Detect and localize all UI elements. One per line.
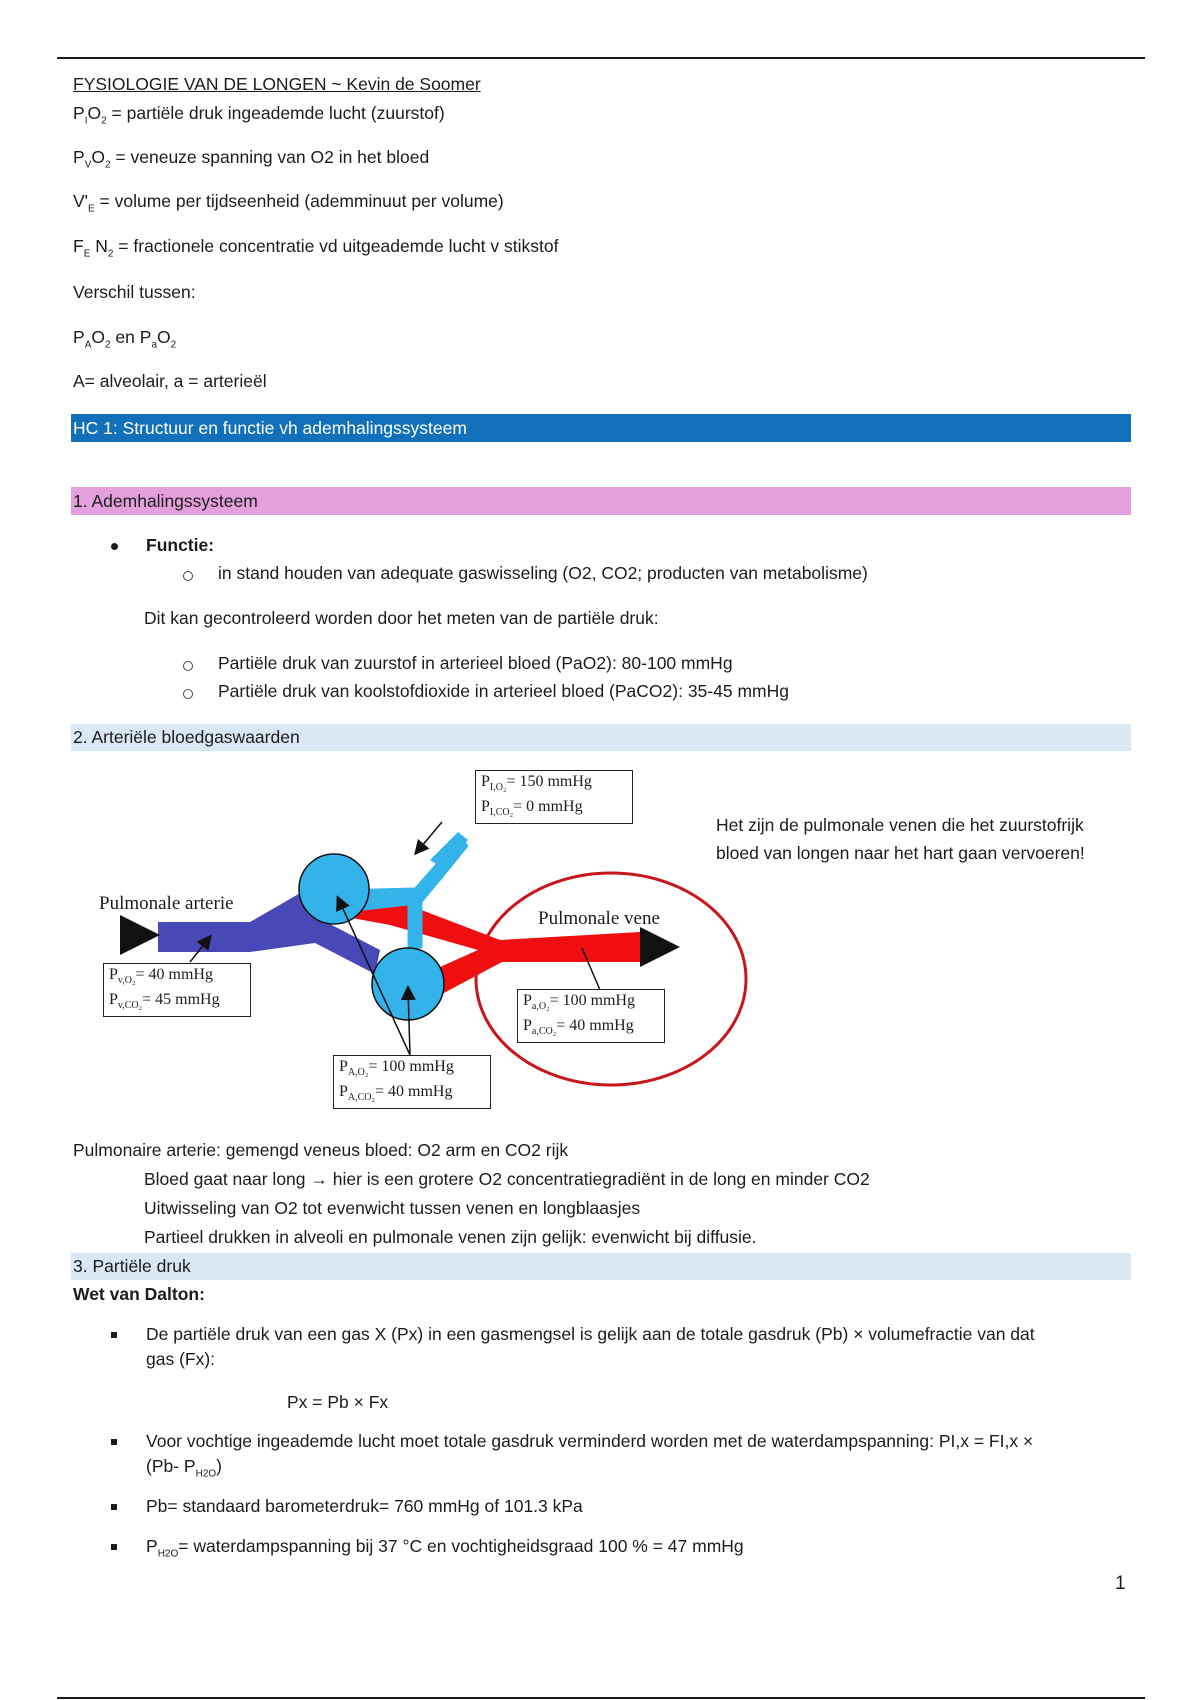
side-note-line1: Het zijn de pulmonale venen die het zuurstofrijk — [716, 815, 1084, 835]
function-label: Functie: — [146, 535, 215, 555]
difference-pair: $P_AO_2$ en $P_aO_2$ — [73, 327, 177, 351]
top-rule — [57, 57, 1145, 59]
square-bullet — [111, 1504, 117, 1510]
inspired-pointer — [416, 822, 442, 853]
bottom-rule — [57, 1697, 1145, 1699]
label-pulmonary-vein: Pulmonale vene — [538, 908, 660, 929]
arterial-values-box — [517, 989, 665, 1043]
humid-air-line2: (Pb- $P_{H2O}$) — [146, 1456, 222, 1480]
section1-heading: 1. Ademhalingssysteem — [71, 487, 1131, 515]
paco2-value: Partiële druk van koolstofdioxide in arterieel bloed (PaCO2): 35-45 mmHg — [218, 681, 789, 701]
paragraph-head: Pulmonaire arterie: gemengd veneus bloed: O2 arm en CO2 rijk — [73, 1140, 569, 1160]
dalton-bullet-line1: De partiële druk van een gas X (Px) in een gasmengsel is gelijk aan de totale gasdruk (Pb) × volumefractie van dat — [146, 1324, 1035, 1344]
barometric-pressure: Pb= standaard barometerdruk= 760 mmHg of 101.3 kPa — [146, 1496, 583, 1516]
arterial-co2: $P_{a,CO_2}= 40$ mmHg — [523, 1017, 634, 1038]
definition-fen2: $F_E$ $N_2$ = fractionele concentratie vd uitgeademde lucht v stikstof — [73, 236, 559, 260]
inspired-values-box — [475, 770, 633, 824]
label-pulmonary-artery: Pulmonale arterie — [99, 893, 234, 914]
alveolar-o2: $P_{A,O_2}= 100$ mmHg — [339, 1058, 454, 1079]
inspired-o2: $P_{I,O_2}= 150$ mmHg — [481, 773, 592, 794]
difference-label: Verschil tussen: — [73, 282, 196, 302]
square-bullet — [111, 1544, 117, 1550]
bullet-dot — [111, 543, 118, 550]
hc1-heading: HC 1: Structuur en functie vh ademhalingssysteem — [71, 414, 1131, 442]
section3-heading: 3. Partiële druk — [71, 1253, 1131, 1280]
venous-values-box — [103, 963, 251, 1017]
check-text: Dit kan gecontroleerd worden door het meten van de partiële druk: — [144, 608, 659, 628]
page-title: FYSIOLOGIE VAN DE LONGEN ~ Kevin de Soomer — [73, 74, 481, 94]
dalton-law-label: Wet van Dalton: — [73, 1284, 205, 1304]
humid-air-line1: Voor vochtige ingeademde lucht moet totale gasdruk verminderd worden met de waterdampspanning: PI,x = FI,x × — [146, 1431, 1034, 1451]
definition-ve: $V'_E$ = volume per tijdseenheid (ademminuut per volume) — [73, 191, 504, 215]
vein-highlight-circle — [476, 873, 746, 1085]
section2-heading: 2. Arteriële bloedgaswaarden — [71, 724, 1131, 751]
definition-pio2: $P_IO_2$ = partiële druk ingeademde lucht (zuurstof) — [73, 103, 445, 127]
function-description: in stand houden van adequate gaswisseling (O2, CO2; producten van metabolisme) — [218, 563, 868, 583]
paragraph-line: Bloed gaat naar long → hier is een grotere O2 concentratiegradiënt in de long en minder CO2 — [144, 1169, 870, 1189]
circle-bullet — [183, 571, 193, 581]
venous-co2: $P_{v,CO_2}= 45$ mmHg — [109, 991, 220, 1012]
inspired-co2: $P_{I,CO_2}= 0$ mmHg — [481, 798, 583, 819]
side-note-line2: bloed van longen naar het hart gaan vervoeren! — [716, 843, 1085, 863]
page-number: 1 — [1115, 1573, 1126, 1594]
arterial-o2: $P_{a,O_2}= 100$ mmHg — [523, 992, 636, 1013]
water-vapour-pressure: $P_{H2O}=$ waterdampspanning bij 37 °C en vochtigheidsgraad 100 % = 47 mmHg — [146, 1536, 744, 1560]
square-bullet — [111, 1332, 117, 1338]
alveolar-co2: $P_{A,CO_2}= 40$ mmHg — [339, 1083, 453, 1104]
difference-explanation: A= alveolair, a = arterieël — [73, 371, 267, 391]
paragraph-line: Partieel drukken in alveoli en pulmonale venen zijn gelijk: evenwicht bij diffusie. — [144, 1227, 757, 1247]
alveolar-values-box — [333, 1055, 491, 1109]
paragraph-line: Uitwisseling van O2 tot evenwicht tussen venen en longblaasjes — [144, 1198, 641, 1218]
dalton-bullet-line2: gas (Fx): — [146, 1349, 216, 1369]
dalton-formula: Px = Pb × Fx — [287, 1392, 389, 1412]
circle-bullet — [183, 661, 193, 671]
pao2-value: Partiële druk van zuurstof in arterieel bloed (PaO2): 80-100 mmHg — [218, 653, 733, 673]
alveolus-top — [299, 854, 369, 924]
circle-bullet — [183, 689, 193, 699]
venous-o2: $P_{v,O_2}= 40$ mmHg — [109, 966, 213, 987]
square-bullet — [111, 1439, 117, 1445]
definition-pvo2: $P_VO_2$ = veneuze spanning van O2 in het bloed — [73, 147, 430, 171]
